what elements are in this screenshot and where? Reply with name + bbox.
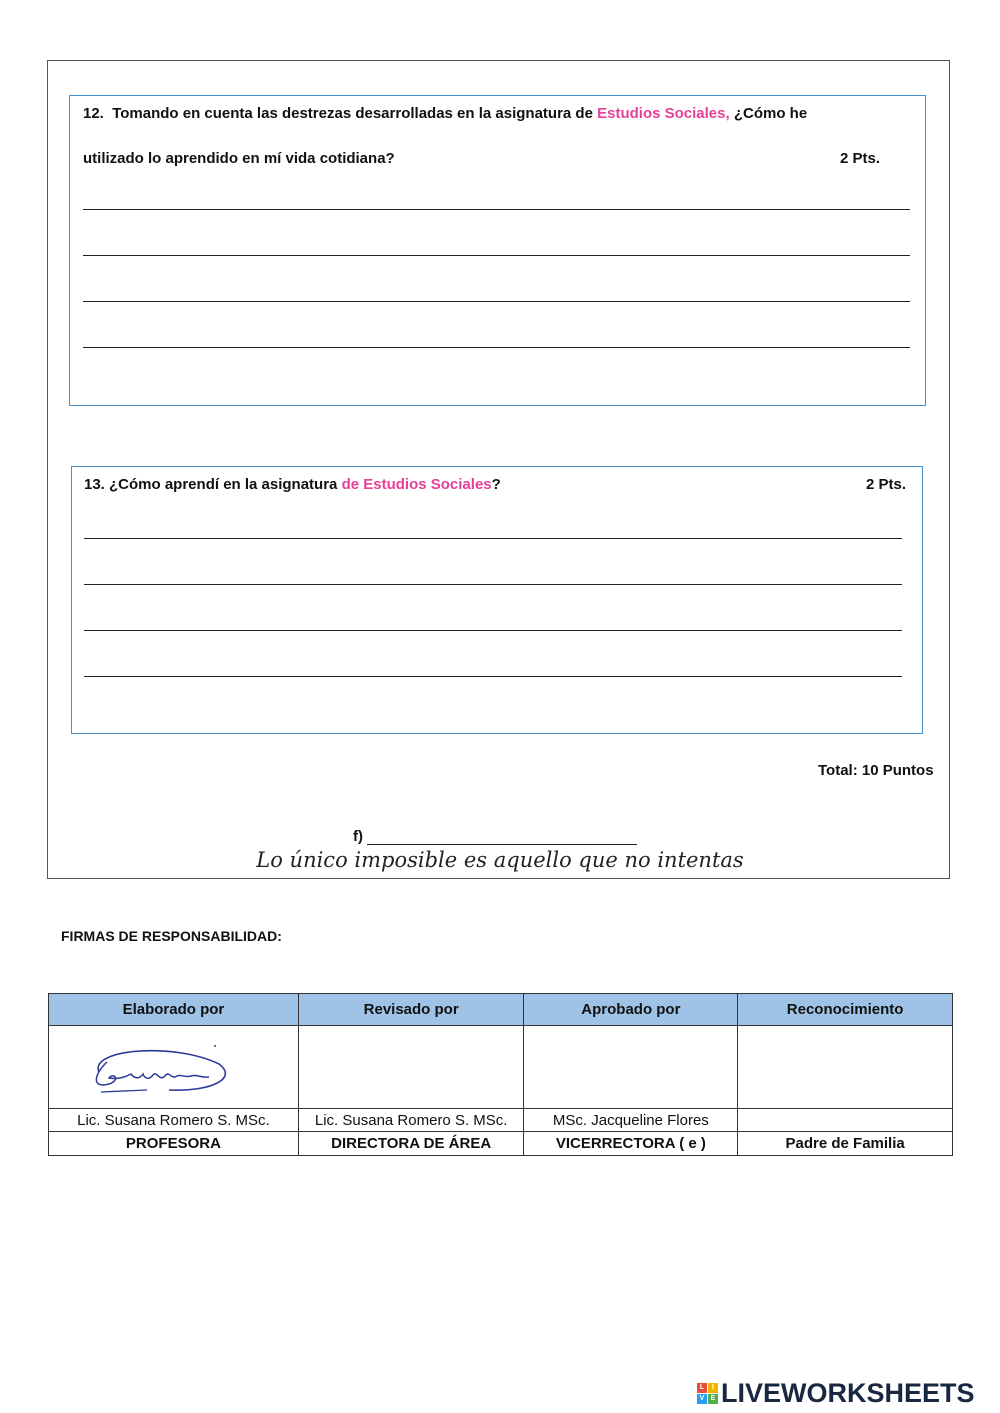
answer-line[interactable] <box>84 630 902 631</box>
signature-cell-aprobado[interactable] <box>524 1026 738 1109</box>
question-12-highlight: Estudios Sociales, <box>597 105 730 122</box>
header-revisado: Revisado por <box>298 994 524 1026</box>
answer-line[interactable] <box>84 538 902 539</box>
signatures-table <box>48 993 953 1156</box>
name-revisado: Lic. Susana Romero S. MSc. <box>298 1109 524 1132</box>
signature-cell-revisado[interactable] <box>298 1026 524 1109</box>
question-12-line-1 <box>83 105 807 122</box>
name-reconocimiento <box>738 1109 953 1132</box>
role-elaborado: PROFESORA <box>49 1132 299 1156</box>
role-revisado: DIRECTORA DE ÁREA <box>298 1132 524 1156</box>
brand-name: LIVEWORKSHEETS <box>721 1378 975 1408</box>
names-row <box>49 1109 953 1132</box>
roles-row <box>49 1132 953 1156</box>
header-reconocimiento: Reconocimiento <box>738 994 953 1026</box>
question-13-points: 2 Pts. <box>866 476 907 493</box>
name-aprobado: MSc. Jacqueline Flores <box>524 1109 738 1132</box>
question-12-number: 12. <box>83 105 104 122</box>
motto: Lo único imposible es aquello que no intentas <box>256 848 744 872</box>
signature-row <box>49 1026 953 1109</box>
role-aprobado: VICERRECTORA ( e ) <box>524 1132 738 1156</box>
signatures-title: FIRMAS DE RESPONSABILIDAD: <box>61 928 282 944</box>
question-13-text: 13. ¿Cómo aprendí en la asignatura <box>84 476 338 493</box>
answer-line[interactable] <box>84 676 902 677</box>
signature-label: f) <box>353 828 363 845</box>
logo-letter: V <box>697 1394 707 1404</box>
answer-line[interactable] <box>83 255 910 256</box>
answer-line[interactable] <box>83 301 910 302</box>
logo-letter: I <box>708 1383 718 1393</box>
logo-letter: E <box>708 1394 718 1404</box>
signature-line[interactable] <box>367 830 637 845</box>
question-13-box <box>71 466 923 734</box>
liveworksheets-logo <box>697 1378 975 1409</box>
question-13-text-after: ? <box>491 476 501 493</box>
question-12-box <box>69 95 926 406</box>
total-points: Total: 10 Puntos <box>818 762 934 779</box>
answer-line[interactable] <box>84 584 902 585</box>
signature-field[interactable] <box>353 828 637 845</box>
question-12-points: 2 Pts. <box>840 150 881 167</box>
question-13-highlight: de Estudios Sociales <box>341 476 492 493</box>
question-13-line <box>84 476 501 493</box>
header-elaborado: Elaborado por <box>49 994 299 1026</box>
table-header-row <box>49 994 953 1026</box>
handwritten-signature <box>79 1034 239 1104</box>
answer-line[interactable] <box>83 347 910 348</box>
signature-cell-reconocimiento[interactable] <box>738 1026 953 1109</box>
role-reconocimiento: Padre de Familia <box>738 1132 953 1156</box>
logo-letter: L <box>697 1383 707 1393</box>
signature-cell-elaborado <box>49 1026 299 1109</box>
question-12-line-2: utilizado lo aprendido en mí vida cotidiana? <box>83 150 395 167</box>
header-aprobado: Aprobado por <box>524 994 738 1026</box>
name-elaborado: Lic. Susana Romero S. MSc. <box>49 1109 299 1132</box>
question-12-text-after: ¿Cómo he <box>733 105 808 122</box>
answer-line[interactable] <box>83 209 910 210</box>
question-12-text: Tomando en cuenta las destrezas desarrolladas en la asignatura de <box>112 105 593 122</box>
logo-mark-icon <box>697 1383 718 1404</box>
